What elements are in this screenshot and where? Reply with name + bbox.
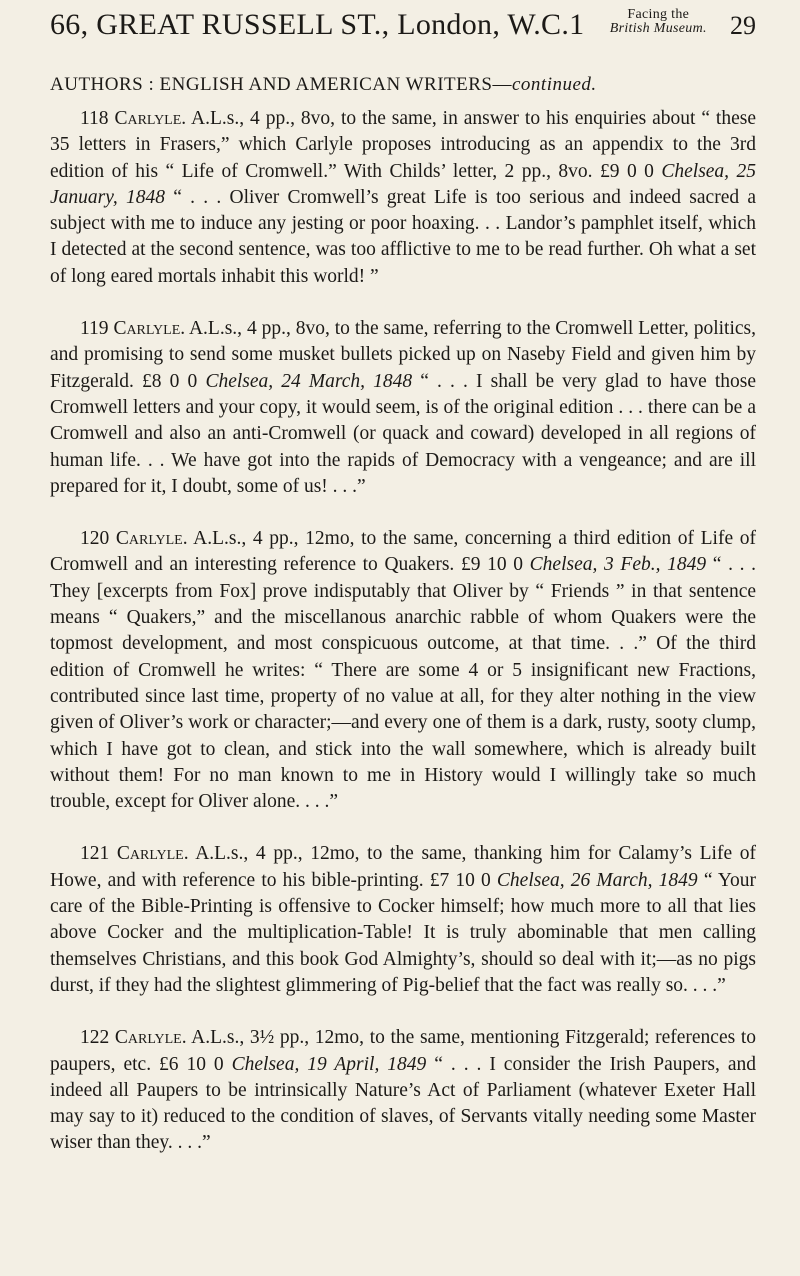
entry-description: A.L.s., 4 pp., 12mo, to the same, concerning a third edition of Life of Cromwell and an interesting reference to Quakers. £9 10 0 <box>50 528 756 576</box>
header-address: 66, GREAT RUSSELL ST., London, W.C.1 <box>50 8 585 41</box>
entry-quote: “ . . . They [excerpts from Fox] prove indisputably that Oliver by “ Friends ” in that sentence means “ Quakers,” and the miscellanous anarchic rabble of whom Quakers were the topmost development, and most conspicuous outcome, at that time. . .” Of the third edition of Cromwell he writes: “ There are some 4 or 5 insignificant new Fractions, contributed since last time, property of no value at all, for they alter nothing in the view given of Oliver’s work or character;—and every one of them is a dark, rusty, sooty clump, which I have got to clean, and stick into the wall somewhere, which is already built without them! For no man known to me in History would I willingly take so much trouble, except for Oliver alone. . . .” <box>50 554 757 813</box>
catalogue-entry-121 <box>50 841 756 999</box>
entry-number: 120 <box>80 528 110 550</box>
entry-place-date: Chelsea, 3 Feb., 1849 <box>529 554 707 576</box>
section-continued: continued. <box>511 74 597 95</box>
entry-place-date: Chelsea, 19 April, 1849 <box>231 1053 427 1075</box>
entry-quote: “ Your care of the Bible-Printing is offensive to Cocker himself; how much more to all that lies above Cocker and the multiplication-Table! It is truly abominable that men calling themselves Christians, and this book God Almighty’s, should so deal with it;—as no pigs durst, if they had the slightest glimmering of Pig-belief that the fact was really so. . . .” <box>50 869 757 996</box>
entry-author: Carlyle. <box>114 1027 187 1049</box>
entry-description: A.L.s., 4 pp., 8vo, to the same, in answer to his enquiries about “ these 35 letters in Frasers,” which Carlyle proposes introducing as an appendix to the 3rd edition of his “ Life of Cromwell.” With Childs’ letter, 2 pp., 8vo. £9 0 0 <box>50 108 756 182</box>
entry-description: A.L.s., 4 pp., 12mo, to the same, thanking him for Calamy’s Life of Howe, and with reference to his bible-printing. £7 10 0 <box>50 843 756 891</box>
catalogue-entry-122 <box>50 1025 756 1156</box>
entry-quote: “ . . . I consider the Irish Paupers, and indeed all Paupers to be intrinsically Nature’s Act of Parliament (whatever Exeter Hall may say to it) reduced to the condition of slaves, of Servants vitally needing some Master wiser than they. . . .” <box>50 1053 757 1154</box>
section-title: AUTHORS : ENGLISH AND AMERICAN WRITERS— <box>50 74 512 95</box>
entry-number: 118 <box>80 108 109 129</box>
header-location-note <box>598 8 718 36</box>
entry-author: Carlyle. <box>115 528 188 550</box>
entry-author: Carlyle. <box>114 108 187 129</box>
entry-place-date: Chelsea, 24 March, 1848 <box>205 370 413 392</box>
entry-place-date: Chelsea, 25 January, 1848 <box>50 160 757 208</box>
catalogue-entry-120 <box>50 526 756 815</box>
header-address-block <box>50 8 718 42</box>
entry-number: 121 <box>80 843 110 865</box>
entry-number: 119 <box>80 318 109 340</box>
entry-place-date: Chelsea, 26 March, 1849 <box>496 869 698 891</box>
entry-author: Carlyle. <box>113 318 186 340</box>
entry-quote: “ . . . I shall be very glad to have those Cromwell letters and your copy, it would seem, is of the original edition . . . there can be a Cromwell and also an anti-Cromwell (or quack and coward) developed in all regions of human life. . . We have got into the rapids of Democracy with a vengeance; and are ill prepared for it, I doubt, some of us! . . .” <box>50 370 757 497</box>
entry-author: Carlyle. <box>116 843 189 865</box>
entry-description: A.L.s., 3½ pp., 12mo, to the same, mentioning Fitzgerald; references to paupers, etc. £6 10 0 <box>50 1027 756 1075</box>
page-number: 29 <box>730 11 756 40</box>
entry-description: A.L.s., 4 pp., 8vo, to the same, referring to the Cromwell Letter, politics, and promising to send some musket bullets picked up on Naseby Field and given him by Fitzgerald. £8 0 0 <box>50 318 756 392</box>
page-header <box>50 8 756 68</box>
entry-number: 122 <box>80 1027 110 1049</box>
section-heading <box>50 74 756 96</box>
catalogue-entry-119 <box>50 316 756 500</box>
header-note-line2: British Museum. <box>609 21 707 36</box>
entry-quote: “ . . . Oliver Cromwell’s great Life is too serious and indeed sacred a subject with me to induce any jesting or poor hoaxing. . . Landor’s pamphlet itself, which I detected at the second sentence, was too afflictive to me to be read further. Oh what a set of long eared mortals inhabit this world! ” <box>50 186 756 287</box>
header-note-line1: Facing the <box>627 7 690 22</box>
catalogue-entry-118 <box>50 106 756 290</box>
